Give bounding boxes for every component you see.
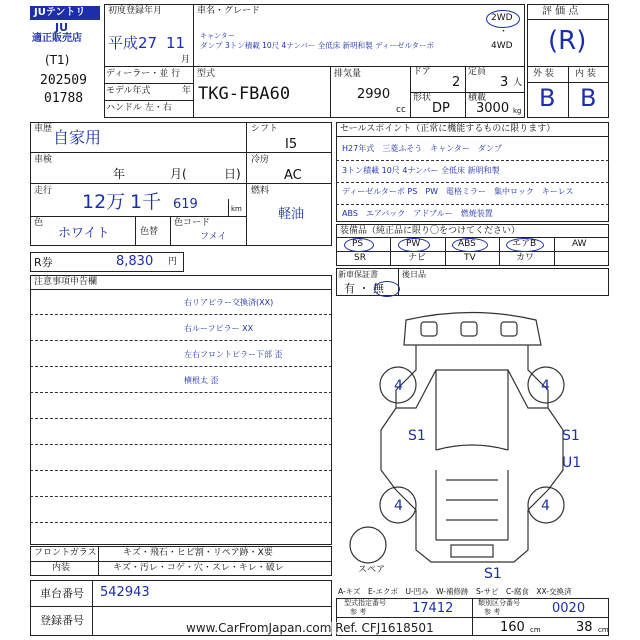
usage-value: 自家用 bbox=[53, 128, 102, 147]
displacement-unit: cc bbox=[396, 105, 406, 115]
note-line-3: 左右フロントピラー下部 歪 bbox=[184, 350, 283, 359]
damage-mark-right-2: U1 bbox=[562, 455, 582, 471]
equip-pw: PW bbox=[406, 239, 421, 249]
class-no-sub: 参 考 bbox=[484, 608, 501, 616]
first-reg-month: 11 bbox=[166, 34, 186, 52]
capacity-label: 定員 bbox=[468, 67, 487, 77]
shaken-year: 年 bbox=[113, 167, 126, 181]
ac-label: 冷房 bbox=[251, 155, 270, 165]
mileage-label: 走行 bbox=[34, 186, 53, 196]
wheel-mark-fl: 4 bbox=[394, 378, 403, 394]
note-line-4: 横根太 歪 bbox=[184, 376, 219, 385]
model-value: TKG-FBA60 bbox=[198, 84, 291, 104]
doors-value: 2 bbox=[452, 75, 461, 90]
equip-leather: カワ bbox=[516, 253, 535, 263]
equipment-label: 装備品（純正品に限り〇をつけてください） bbox=[340, 226, 521, 236]
equip-navi: ナビ bbox=[408, 253, 427, 263]
wheel-mark-fr: 4 bbox=[541, 378, 550, 394]
equip-airbag: エアB bbox=[512, 239, 537, 249]
exterior-label: 外 装 bbox=[533, 69, 554, 79]
equip-abs: ABS bbox=[458, 239, 476, 249]
shaken-label: 車検 bbox=[34, 155, 53, 165]
mileage-man: 12万 bbox=[82, 191, 126, 213]
capacity-value: 3 bbox=[500, 75, 509, 90]
sales-point-4: ABS エアバック アドブルー 燃焼装置 bbox=[342, 209, 493, 218]
eval-score: (R) bbox=[548, 26, 587, 56]
eval-label: 評 価 点 bbox=[542, 6, 579, 17]
sales-point-3: ディーゼルターボ PS PW 電格ミラー 集中ロック キーレス bbox=[342, 187, 574, 196]
shift-label: シフト bbox=[251, 124, 279, 134]
interior-cond-label: 内装 bbox=[52, 563, 71, 573]
ac-value: AC bbox=[284, 168, 302, 183]
wheel-mark-rr: 4 bbox=[541, 498, 550, 514]
mileage-unit: km bbox=[231, 205, 242, 213]
lot-number-2: 01788 bbox=[44, 91, 84, 106]
doors-label: ドア bbox=[413, 67, 431, 77]
car-maker: キャンター bbox=[200, 32, 235, 40]
color-code-label: 色コード bbox=[174, 218, 211, 228]
load-value: 3000 bbox=[476, 101, 510, 116]
color-label: 色 bbox=[34, 218, 44, 228]
color-value: ホワイト bbox=[58, 226, 110, 241]
type-no-sub: 参 考 bbox=[350, 608, 367, 616]
type-no-label: 型式指定番号 bbox=[344, 599, 386, 607]
sales-point-1: H27年式 三菱ふそう キャンター ダンプ bbox=[342, 144, 502, 153]
shift-value: I5 bbox=[285, 137, 298, 152]
model-year-label: モデル年式 bbox=[106, 86, 151, 96]
color-change-label: 色替 bbox=[140, 227, 159, 237]
logo-brand: JUテントリ bbox=[34, 7, 86, 18]
car-description: ダンプ 3トン積載 10尺 4ナンバー 全低床 新明和製 ディーゼルターボ bbox=[200, 41, 435, 50]
cert-value: 有 ・ 無 bbox=[344, 282, 384, 295]
dim-a-unit: cm bbox=[530, 626, 541, 634]
front-glass-value: キズ・飛石・ヒビ割・リペア跡・X要 bbox=[123, 548, 273, 558]
notes-label: 注意事項申告欄 bbox=[34, 277, 98, 287]
equip-sr: SR bbox=[354, 253, 366, 263]
logo-ju: JU bbox=[55, 21, 69, 34]
fuel-value: 軽油 bbox=[278, 207, 305, 222]
interior-cond-value: キズ・汚レ・コゲ・穴・スレ・キレ・破レ bbox=[113, 563, 284, 573]
load-unit: kg bbox=[513, 107, 522, 115]
damage-mark-left: S1 bbox=[408, 428, 426, 444]
shape-label: 形状 bbox=[413, 93, 432, 103]
recycle-label: R券 bbox=[34, 256, 53, 269]
model-year-suffix: 年 bbox=[182, 86, 192, 96]
auction-code: (T1) bbox=[45, 53, 70, 67]
recycle-unit: 円 bbox=[168, 257, 178, 267]
damage-mark-rear: S1 bbox=[484, 566, 502, 582]
dim-b-unit: cm bbox=[598, 626, 609, 634]
note-line-1: 右リアピラー交換済(XX) bbox=[184, 298, 274, 307]
handle-label: ハンドル 左・右 bbox=[106, 103, 172, 113]
dim-b: 38 bbox=[576, 620, 593, 635]
chassis-value: 542943 bbox=[100, 585, 150, 600]
displacement-label: 排気量 bbox=[334, 69, 362, 79]
drive-2wd: 2WD bbox=[491, 13, 513, 23]
exterior-grade: B bbox=[539, 84, 556, 112]
model-label: 型式 bbox=[197, 69, 216, 79]
first-reg-era: 平成27 bbox=[108, 34, 158, 52]
recycle-box bbox=[30, 252, 184, 272]
load-label: 積載 bbox=[468, 93, 487, 103]
dealer-label: ディーラー・並 行 bbox=[106, 69, 181, 79]
class-no-label: 類別区分番号 bbox=[478, 599, 520, 607]
sales-point-2: 3トン積載 10尺 4ナンバー 全低床 新明和製 bbox=[342, 166, 500, 175]
type-no-value: 17412 bbox=[412, 601, 454, 616]
equip-aw: AW bbox=[572, 239, 587, 249]
cert-label: 新車保証書 bbox=[338, 270, 378, 279]
capacity-unit: 人 bbox=[513, 78, 523, 88]
sales-points-label: セールスポイント（正常に機能するものに限ります） bbox=[340, 124, 556, 134]
equip-tv: TV bbox=[464, 253, 476, 263]
recycle-value: 8,830 bbox=[116, 254, 154, 269]
shaken-day: 日) bbox=[224, 167, 241, 181]
spare-label: スペア bbox=[358, 565, 386, 575]
damage-diagram bbox=[336, 300, 609, 590]
damage-legend: A-キズ E-エクボ U-凹み W-補修跡 S-サビ C-腐食 XX-交換済 bbox=[338, 587, 572, 596]
front-glass-label: フロントガラス bbox=[34, 548, 97, 558]
mileage-sen: 1千 bbox=[130, 191, 162, 213]
mileage-rest: 619 bbox=[173, 197, 198, 212]
drive-4wd: 4WD bbox=[491, 41, 513, 51]
reg-no-label: 登録番号 bbox=[40, 614, 84, 627]
equip-ps: PS bbox=[352, 239, 364, 249]
displacement-value: 2990 bbox=[357, 87, 391, 102]
first-reg-month-suffix: 月 bbox=[181, 55, 191, 65]
class-no-value: 0020 bbox=[552, 601, 586, 616]
fuel-label: 燃料 bbox=[251, 186, 270, 196]
shaken-month: 月( bbox=[170, 167, 187, 181]
first-reg-label: 初度登録年月 bbox=[108, 6, 163, 16]
shape-value: DP bbox=[432, 101, 450, 116]
color-code-value: フメイ bbox=[200, 232, 227, 242]
lot-number-1: 202509 bbox=[40, 73, 87, 88]
logo-shop: 適正販売店 bbox=[32, 33, 82, 44]
cert-back-label: 後日品 bbox=[402, 270, 426, 279]
watermark: www.CarFromJapan.com Ref. CFJ1618501 bbox=[186, 621, 434, 635]
note-line-2: 右ルーフピラー XX bbox=[184, 324, 254, 333]
notes-box bbox=[30, 275, 332, 545]
dim-a: 160 bbox=[500, 620, 525, 635]
car-name-label: 車名・グレード bbox=[197, 6, 261, 16]
interior-label: 内 装 bbox=[575, 69, 596, 79]
usage-label: 車歴 bbox=[34, 124, 53, 134]
chassis-label: 車台番号 bbox=[40, 587, 84, 600]
interior-grade: B bbox=[580, 84, 597, 112]
damage-mark-right: S1 bbox=[562, 428, 580, 444]
wheel-mark-rl: 4 bbox=[394, 498, 403, 514]
drive-dot: ・ bbox=[499, 27, 509, 37]
